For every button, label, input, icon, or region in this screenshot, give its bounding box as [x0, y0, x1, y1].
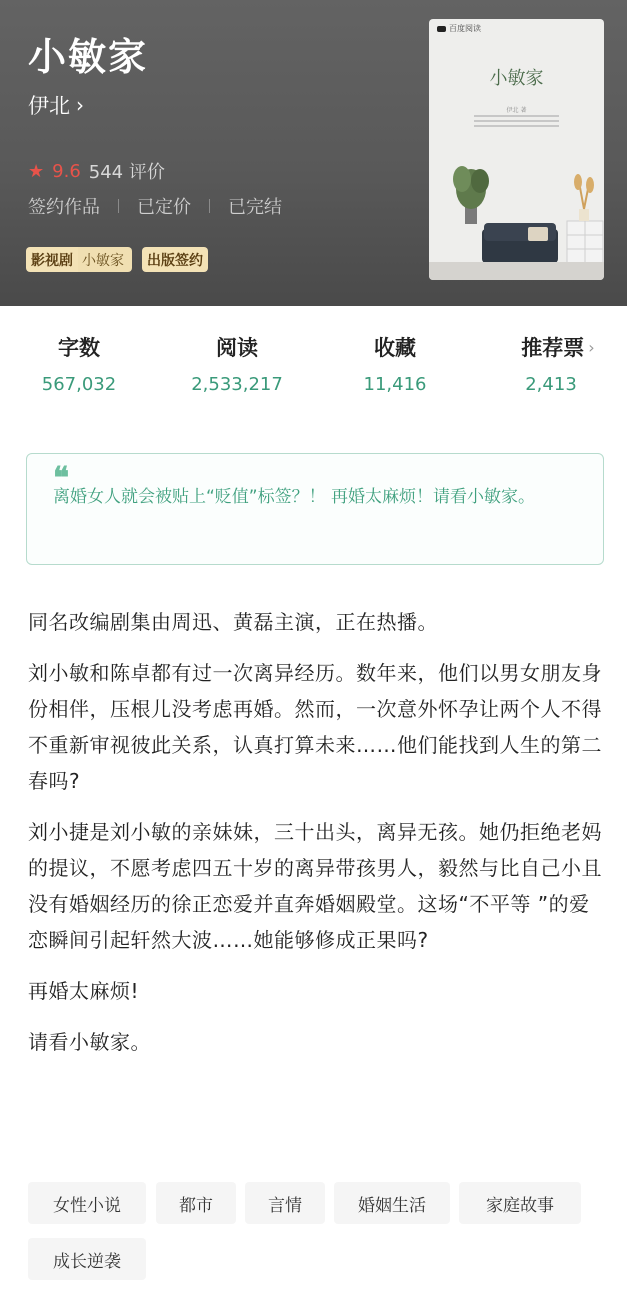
badge-kind: 出版签约: [147, 252, 203, 269]
description-paragraph: 同名改编剧集由周迅、黄磊主演，正在热播。: [28, 610, 438, 634]
publish-badge: [142, 247, 208, 272]
author-link[interactable]: [28, 90, 84, 120]
quote-text: 离婚女人就会被贴上“贬值”标签？！ 再婚太麻烦！请看小敏家。: [53, 487, 536, 507]
badge-text: 小敏家: [78, 247, 132, 272]
tag-chip[interactable]: 家庭故事: [459, 1182, 581, 1224]
cover-illustration: [429, 19, 604, 280]
cover-title: 小敏家: [489, 68, 544, 89]
chevron-right-icon: ›: [76, 93, 84, 117]
book-title: 小敏家: [28, 35, 149, 79]
badge-kind: 影视剧: [26, 247, 78, 272]
star-icon: ★: [28, 160, 45, 182]
stat-label-text: 推荐票: [521, 336, 585, 360]
status-priced: 已定价: [137, 197, 191, 218]
rating-row: [28, 158, 165, 184]
stat-favorites: [355, 332, 435, 395]
status-signed: 签约作品: [28, 197, 100, 218]
description-paragraph: 刘小敏和陈卓都有过一次离异经历。数年来，他们以男女朋友身份相伴，压根儿没考虑再婚。然而，一次意外怀孕让两个人不得不重新审视彼此关系，认真打算未来……他们能找到人生的第二春吗?: [28, 661, 602, 793]
stat-label: [508, 332, 608, 362]
author-name: 伊北: [28, 94, 70, 118]
book-cover[interactable]: [429, 19, 604, 280]
stat-label: 收藏: [374, 336, 416, 360]
tag-chip[interactable]: 婚姻生活: [334, 1182, 450, 1224]
stat-label: 阅读: [216, 336, 258, 360]
cover-brand-text: 百度阅读: [449, 24, 481, 33]
stat-recommend-votes[interactable]: [508, 332, 608, 395]
divider: [118, 199, 119, 213]
cover-floor: [429, 262, 604, 280]
status-completed: 已完结: [228, 197, 282, 218]
quote-icon: ❝: [53, 461, 70, 496]
book-description: [28, 604, 608, 1075]
description-paragraph: 请看小敏家。: [28, 1030, 151, 1054]
badge-row: [26, 247, 208, 272]
chevron-right-icon: ›: [588, 337, 595, 357]
rating-count: 544 评价: [88, 162, 165, 183]
stat-label: 字数: [58, 336, 100, 360]
book-header: [0, 0, 627, 306]
description-paragraph: 再婚太麻烦!: [28, 979, 140, 1003]
stat-reads: [187, 332, 287, 395]
status-row: [28, 193, 282, 219]
tag-chip[interactable]: 言情: [245, 1182, 325, 1224]
stat-value: 567,032: [41, 374, 117, 395]
stats-bar: [0, 332, 627, 412]
stat-word-count: [40, 332, 118, 395]
stat-value: 2,533,217: [191, 374, 283, 395]
tag-chip[interactable]: 都市: [156, 1182, 236, 1224]
stat-value: 2,413: [525, 374, 577, 395]
rating-score: 9.6: [52, 160, 81, 182]
film-tv-badge[interactable]: [26, 247, 132, 272]
divider: [209, 199, 210, 213]
cover-author: 伊北 著: [506, 107, 527, 114]
stat-value: 11,416: [363, 374, 427, 395]
tagline-quote: [26, 453, 604, 565]
tag-chip[interactable]: 女性小说: [28, 1182, 146, 1224]
description-paragraph: 刘小捷是刘小敏的亲妹妹，三十出头，离异无孩。她仍拒绝老妈的提议，不愿考虑四五十岁的离异带孩男人，毅然与比自己小且没有婚姻经历的徐正恋爱并直奔婚姻殿堂。这场“不平等 ”的爱恋瞬间引起轩然大波……她能够修成正果吗?: [28, 820, 602, 952]
tag-chip[interactable]: 成长逆袭: [28, 1238, 146, 1280]
